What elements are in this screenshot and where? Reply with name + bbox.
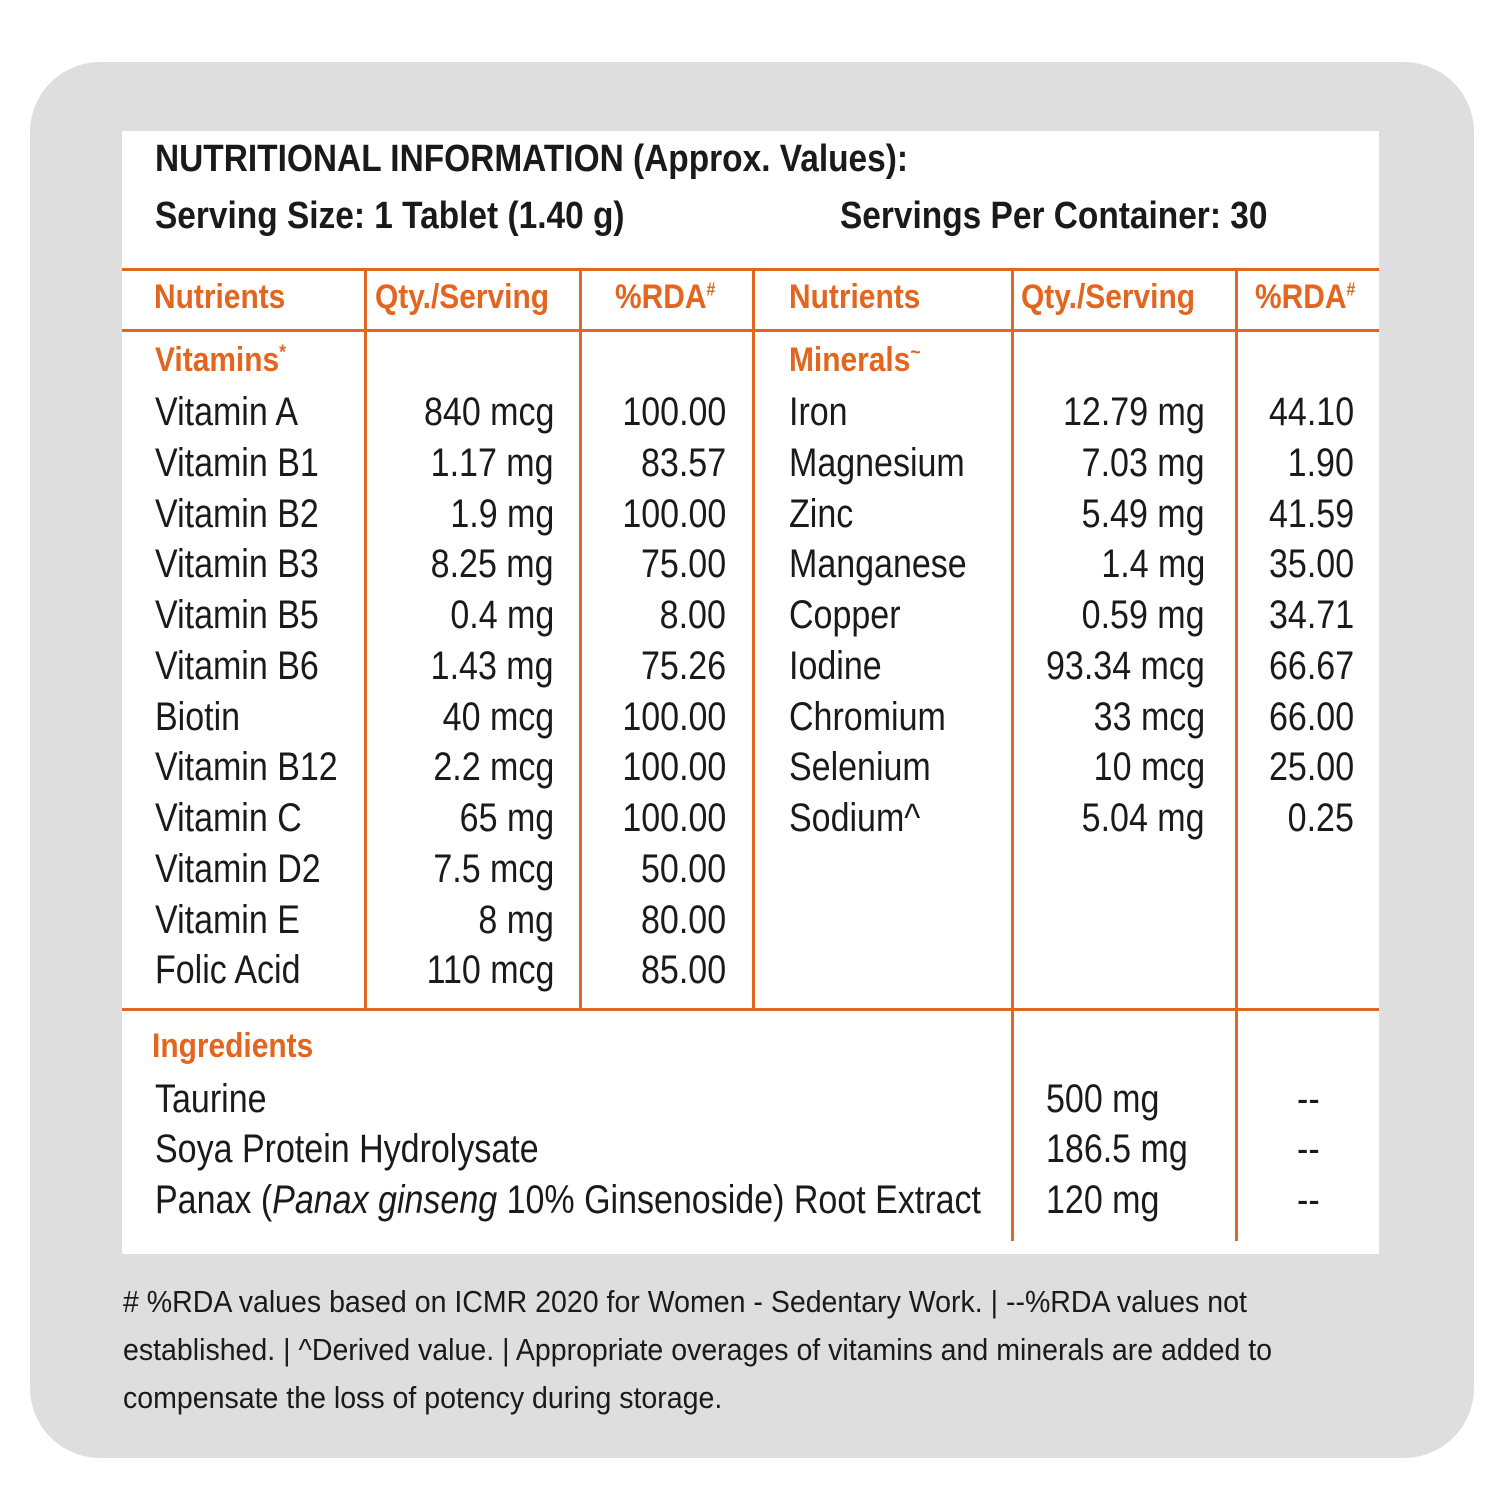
mineral-name: Selenium [789, 745, 931, 789]
ingredient-rda: -- [1297, 1127, 1320, 1171]
header-rda [615, 278, 715, 317]
ingredients-section-label: Ingredients [152, 1027, 314, 1065]
header-rda [1255, 278, 1355, 317]
ingredient-name [155, 1175, 981, 1225]
header-rda-text: %RDA [615, 278, 707, 316]
vitamins-label-text: Vitamins [155, 341, 280, 379]
vitamin-name: Vitamin C [155, 796, 302, 840]
mineral-rda: 66.00 [1268, 695, 1354, 739]
vitamin-rda: 100.00 [622, 390, 726, 434]
nutrition-title: NUTRITIONAL INFORMATION (Approx. Values): [155, 138, 909, 180]
vitamin-qty: 1.43 mg [431, 644, 554, 688]
rda-footnote-mark: # [706, 279, 716, 300]
mineral-qty: 7.03 mg [1082, 441, 1205, 485]
vitamin-rda: 100.00 [622, 492, 726, 536]
mineral-rda: 41.59 [1268, 492, 1354, 536]
vitamin-name: Biotin [155, 695, 241, 739]
mineral-rda: 1.90 [1287, 441, 1354, 485]
ingredient-rda: -- [1297, 1178, 1320, 1222]
minerals-mark: ~ [910, 341, 921, 364]
mineral-qty: 33 mcg [1093, 695, 1205, 739]
mineral-qty: 5.04 mg [1082, 796, 1205, 840]
header-bottom-rule [122, 329, 1379, 332]
minerals-label-text: Minerals [789, 341, 911, 379]
vitamin-rda: 50.00 [640, 847, 726, 891]
column-divider [1235, 268, 1238, 1241]
vitamin-name: Vitamin B12 [155, 745, 338, 789]
table-top-rule [122, 268, 1379, 271]
ingredient-name-post: 10% Ginsenoside) Root Extract [497, 1178, 981, 1222]
mineral-qty: 5.49 mg [1082, 492, 1205, 536]
mineral-rda: 34.71 [1268, 593, 1354, 637]
vitamins-section-label [155, 341, 286, 380]
vitamin-name: Vitamin D2 [155, 847, 321, 891]
vitamin-name: Vitamin B3 [155, 542, 319, 586]
header-nutrients: Nutrients [789, 278, 921, 316]
vitamin-rda: 75.00 [640, 542, 726, 586]
vitamins-mark: * [279, 341, 287, 364]
mineral-name: Iodine [789, 644, 882, 688]
mineral-name: Sodium^ [789, 796, 921, 840]
mineral-rda: 35.00 [1268, 542, 1354, 586]
header-nutrients: Nutrients [154, 278, 286, 316]
vitamin-qty: 40 mcg [442, 695, 554, 739]
vitamin-name: Folic Acid [155, 948, 301, 992]
vitamin-qty: 1.17 mg [431, 441, 554, 485]
vitamin-qty: 65 mg [459, 796, 554, 840]
rda-footnote-mark: # [1346, 279, 1356, 300]
mineral-qty: 10 mcg [1093, 745, 1205, 789]
vitamin-qty: 0.4 mg [450, 593, 554, 637]
vitamin-name: Vitamin A [155, 390, 299, 434]
vitamin-qty: 840 mcg [423, 390, 554, 434]
vitamin-rda: 80.00 [640, 898, 726, 942]
vitamin-rda: 100.00 [622, 745, 726, 789]
mineral-name: Magnesium [789, 441, 965, 485]
mineral-name: Zinc [789, 492, 854, 536]
ingredient-qty: 186.5 mg [1046, 1127, 1188, 1171]
ingredient-name-pre: Panax ( [155, 1178, 273, 1222]
vitamin-qty: 110 mcg [426, 948, 554, 992]
mineral-rda: 66.67 [1268, 644, 1354, 688]
ingredients-top-rule [122, 1008, 1379, 1011]
vitamin-qty: 8 mg [478, 898, 554, 942]
vitamin-name: Vitamin B1 [155, 441, 319, 485]
ingredient-botanical-name: Panax ginseng [272, 1178, 498, 1222]
mineral-name: Iron [789, 390, 848, 434]
mineral-name: Copper [789, 593, 901, 637]
vitamin-qty: 2.2 mcg [433, 745, 554, 789]
serving-size: Serving Size: 1 Tablet (1.40 g) [155, 195, 625, 237]
ingredient-name: Taurine [155, 1077, 267, 1121]
ingredient-qty: 120 mg [1046, 1178, 1160, 1222]
header-qty: Qty./Serving [1021, 278, 1196, 316]
mineral-rda: 25.00 [1268, 745, 1354, 789]
mineral-rda: 44.10 [1268, 390, 1354, 434]
ingredient-rda: -- [1297, 1077, 1320, 1121]
header-rda-text: %RDA [1255, 278, 1347, 316]
header-qty: Qty./Serving [375, 278, 550, 316]
vitamin-rda: 100.00 [622, 695, 726, 739]
vitamin-name: Vitamin E [155, 898, 300, 942]
vitamin-rda: 75.26 [640, 644, 726, 688]
vitamin-qty: 7.5 mcg [433, 847, 554, 891]
mineral-qty: 0.59 mg [1082, 593, 1205, 637]
mineral-name: Manganese [789, 542, 967, 586]
mineral-rda: 0.25 [1287, 796, 1354, 840]
column-divider [364, 268, 367, 1009]
footnote-text: # %RDA values based on ICMR 2020 for Women - Sedentary Work. | --%RDA values not established. | ^Derived value. | Appropriate overages of vitamins and minerals are added to compensate the loss of potency during storage. [123, 1284, 1273, 1415]
vitamin-name: Vitamin B5 [155, 593, 319, 637]
mineral-qty: 12.79 mg [1063, 390, 1205, 434]
mineral-name: Chromium [789, 695, 946, 739]
vitamin-rda: 85.00 [640, 948, 726, 992]
vitamin-rda: 100.00 [622, 796, 726, 840]
column-divider [752, 268, 755, 1009]
mineral-qty: 93.34 mcg [1046, 644, 1205, 688]
ingredient-qty: 500 mg [1046, 1077, 1160, 1121]
column-divider [579, 268, 582, 1009]
vitamin-rda: 83.57 [640, 441, 726, 485]
ingredient-name: Soya Protein Hydrolysate [155, 1127, 539, 1171]
mineral-qty: 1.4 mg [1101, 542, 1205, 586]
vitamin-name: Vitamin B6 [155, 644, 319, 688]
minerals-section-label [789, 341, 921, 380]
column-divider [1011, 268, 1014, 1241]
vitamin-qty: 1.9 mg [450, 492, 554, 536]
vitamin-name: Vitamin B2 [155, 492, 319, 536]
servings-per-container: Servings Per Container: 30 [840, 195, 1268, 237]
vitamin-rda: 8.00 [659, 593, 726, 637]
vitamin-qty: 8.25 mg [431, 542, 554, 586]
